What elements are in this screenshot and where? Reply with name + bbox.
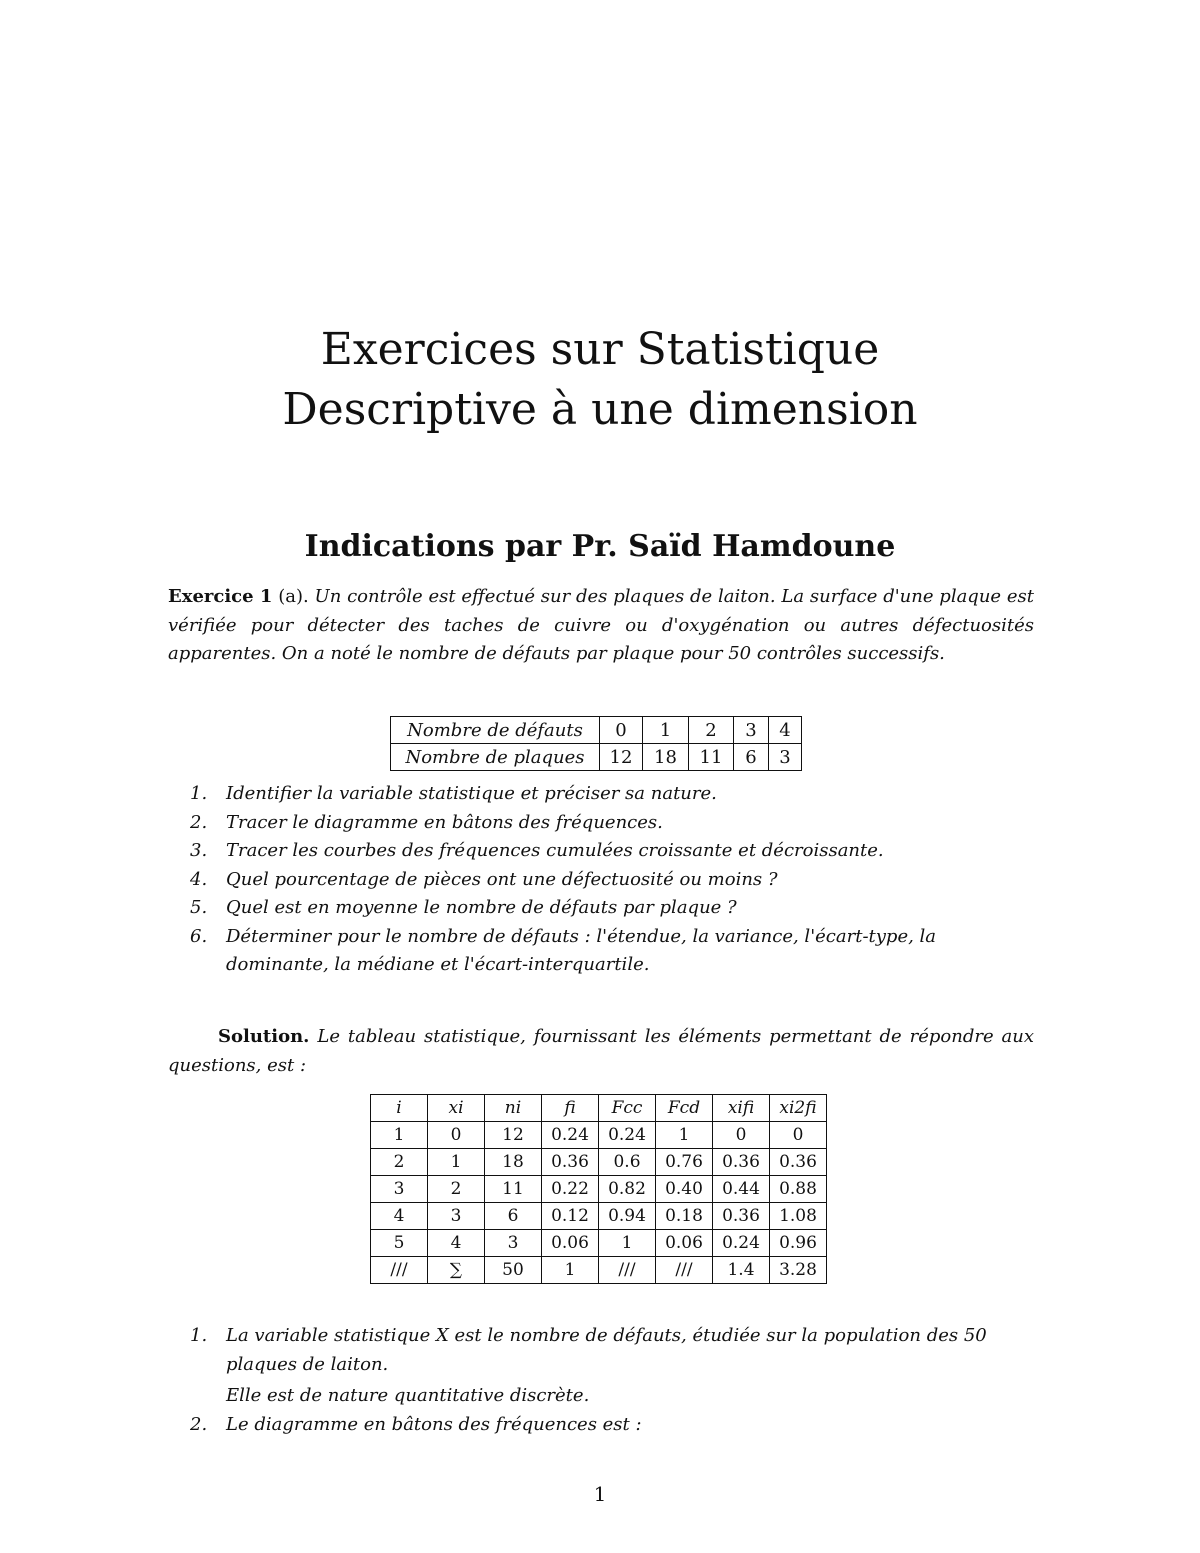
table-row bbox=[371, 1176, 827, 1203]
table-cell: 0.76 bbox=[656, 1149, 713, 1176]
document-subtitle: Indications par Pr. Saïd Hamdoune bbox=[304, 529, 896, 564]
table-cell: 4 bbox=[371, 1203, 428, 1230]
header-text: Fcc bbox=[611, 1098, 643, 1118]
table-cell: 11 bbox=[485, 1176, 542, 1203]
solution-intro bbox=[168, 1023, 1034, 1080]
header-xifi bbox=[713, 1095, 770, 1122]
page-number: 1 bbox=[593, 1482, 607, 1506]
table-cell: 1 bbox=[371, 1122, 428, 1149]
table-cell: 1.08 bbox=[770, 1203, 827, 1230]
question-list bbox=[190, 780, 1036, 980]
list-item bbox=[190, 894, 1036, 923]
answer-text: Le diagramme en bâtons des fréquences est : bbox=[226, 1413, 642, 1435]
answer-list bbox=[190, 1322, 1036, 1439]
list-number: 1. bbox=[190, 1325, 208, 1346]
answer-text: La variable statistique X est le nombre de défauts, étudiée sur la population des 50 plaques de laiton. bbox=[226, 1325, 987, 1375]
question-text: Tracer les courbes des fréquences cumulées croissante et décroissante. bbox=[226, 840, 884, 861]
table-header-row bbox=[371, 1095, 827, 1122]
table-cell: 0.36 bbox=[770, 1149, 827, 1176]
list-number: 6. bbox=[190, 925, 208, 947]
solution-text: Le tableau statistique, fournissant les éléments permettant de répondre aux questions, est : bbox=[168, 1026, 1034, 1076]
list-item bbox=[190, 1411, 1036, 1440]
table-cell: 1 bbox=[542, 1257, 599, 1284]
table-cell: /// bbox=[599, 1257, 656, 1284]
table-row bbox=[371, 1230, 827, 1257]
header-fcc bbox=[599, 1095, 656, 1122]
question-text: Déterminer pour le nombre de défauts : l'étendue, la variance, l'écart-type, la dominante, la médiane et l'écart-interquartile. bbox=[226, 925, 937, 975]
table-cell: 3 bbox=[371, 1176, 428, 1203]
table-cell: 4 bbox=[769, 717, 802, 744]
question-text: Quel pourcentage de pièces ont une défectuosité ou moins ? bbox=[226, 868, 778, 890]
table-cell: 0.12 bbox=[542, 1203, 599, 1230]
list-item bbox=[190, 809, 1036, 838]
table-cell: 5 bbox=[371, 1230, 428, 1257]
table-cell: 18 bbox=[643, 744, 689, 771]
table-cell: 3 bbox=[485, 1230, 542, 1257]
table-cell: 3 bbox=[734, 717, 769, 744]
answer-text: Elle est de nature quantitative discrète. bbox=[226, 1385, 590, 1406]
table-cell: 1 bbox=[428, 1149, 485, 1176]
header-text: xi2fi bbox=[779, 1098, 817, 1118]
document-title-line-1: Exercices sur Statistique bbox=[320, 324, 880, 375]
statistics-table bbox=[370, 1094, 827, 1284]
list-number: 2. bbox=[190, 811, 208, 833]
table-cell: 0.24 bbox=[599, 1122, 656, 1149]
header-text: xi bbox=[448, 1098, 464, 1118]
table-cell: 0 bbox=[770, 1122, 827, 1149]
table-cell: 0.6 bbox=[599, 1149, 656, 1176]
table-cell: 0.06 bbox=[656, 1230, 713, 1257]
header-text: i bbox=[396, 1098, 402, 1118]
table-cell: 6 bbox=[485, 1203, 542, 1230]
table-cell: /// bbox=[656, 1257, 713, 1284]
table-cell: 0.36 bbox=[713, 1149, 770, 1176]
table-cell: 0.22 bbox=[542, 1176, 599, 1203]
table-row bbox=[391, 717, 802, 744]
table-cell: 0 bbox=[600, 717, 643, 744]
exercise-tag: (a). bbox=[278, 586, 309, 607]
list-item bbox=[190, 1322, 1036, 1411]
table-cell: 2 bbox=[689, 717, 734, 744]
table-cell: 18 bbox=[485, 1149, 542, 1176]
list-item bbox=[190, 923, 1036, 980]
table-cell: 4 bbox=[428, 1230, 485, 1257]
header-i bbox=[371, 1095, 428, 1122]
table-cell: 2 bbox=[371, 1149, 428, 1176]
exercise-label: Exercice 1 bbox=[168, 586, 273, 607]
list-item bbox=[190, 866, 1036, 895]
table-row bbox=[371, 1122, 827, 1149]
list-number: 5. bbox=[190, 897, 208, 918]
table-cell: 50 bbox=[485, 1257, 542, 1284]
question-text: Quel est en moyenne le nombre de défauts par plaque ? bbox=[226, 897, 737, 918]
list-item bbox=[190, 837, 1036, 866]
table-cell: 0.40 bbox=[656, 1176, 713, 1203]
table-cell: 0.18 bbox=[656, 1203, 713, 1230]
header-text: Fcd bbox=[667, 1098, 701, 1118]
list-number: 4. bbox=[190, 868, 208, 890]
solution-label: Solution. bbox=[218, 1026, 310, 1047]
table-cell: 0.82 bbox=[599, 1176, 656, 1203]
question-text: Tracer le diagramme en bâtons des fréquences. bbox=[226, 811, 663, 833]
table-cell: 0.88 bbox=[770, 1176, 827, 1203]
defects-table bbox=[390, 716, 802, 771]
question-text: Identifier la variable statistique et préciser sa nature. bbox=[226, 783, 717, 804]
table-cell: 0 bbox=[713, 1122, 770, 1149]
table-cell: 6 bbox=[734, 744, 769, 771]
table-cell: 0.06 bbox=[542, 1230, 599, 1257]
table-cell: 3 bbox=[428, 1203, 485, 1230]
table-row bbox=[371, 1149, 827, 1176]
table-cell: 0 bbox=[428, 1122, 485, 1149]
table-cell: 12 bbox=[485, 1122, 542, 1149]
table-cell: 0.24 bbox=[542, 1122, 599, 1149]
table-row bbox=[371, 1203, 827, 1230]
header-fi bbox=[542, 1095, 599, 1122]
list-number: 2. bbox=[190, 1413, 208, 1435]
header-fcd bbox=[656, 1095, 713, 1122]
exercise-statement bbox=[168, 583, 1034, 669]
list-number: 1. bbox=[190, 783, 208, 804]
header-text: ni bbox=[504, 1098, 522, 1118]
header-ni bbox=[485, 1095, 542, 1122]
table-cell: 12 bbox=[600, 744, 643, 771]
document-title-line-2: Descriptive à une dimension bbox=[282, 384, 918, 435]
table-row bbox=[371, 1257, 827, 1284]
list-item bbox=[190, 780, 1036, 809]
table-cell: 1 bbox=[599, 1230, 656, 1257]
table-row bbox=[391, 744, 802, 771]
header-text: fi bbox=[564, 1098, 576, 1118]
table-cell: 3 bbox=[769, 744, 802, 771]
table-cell: 3.28 bbox=[770, 1257, 827, 1284]
table-cell: ∑ bbox=[428, 1257, 485, 1284]
plates-row-label: Nombre de plaques bbox=[391, 744, 600, 771]
table-cell: 1 bbox=[643, 717, 689, 744]
table-cell: 0.44 bbox=[713, 1176, 770, 1203]
table-cell: /// bbox=[371, 1257, 428, 1284]
table-cell: 1 bbox=[656, 1122, 713, 1149]
list-number: 3. bbox=[190, 840, 208, 861]
table-cell: 0.94 bbox=[599, 1203, 656, 1230]
table-cell: 0.36 bbox=[542, 1149, 599, 1176]
table-cell: 0.96 bbox=[770, 1230, 827, 1257]
table-cell: 11 bbox=[689, 744, 734, 771]
header-xi2fi bbox=[770, 1095, 827, 1122]
defects-row-label: Nombre de défauts bbox=[391, 717, 600, 744]
statistics-table-body bbox=[371, 1122, 827, 1284]
header-text: xifi bbox=[727, 1098, 755, 1118]
table-cell: 2 bbox=[428, 1176, 485, 1203]
exercise-text: Un contrôle est effectué sur des plaques de laiton. La surface d'une plaque est vérifiée pour détecter des taches de cuivre ou d'oxygénation ou autres défectuosités apparentes. On a noté le nombre de défauts par plaque pour 50 contrôles successifs. bbox=[168, 586, 1034, 664]
table-cell: 1.4 bbox=[713, 1257, 770, 1284]
header-xi bbox=[428, 1095, 485, 1122]
table-cell: 0.24 bbox=[713, 1230, 770, 1257]
table-cell: 0.36 bbox=[713, 1203, 770, 1230]
